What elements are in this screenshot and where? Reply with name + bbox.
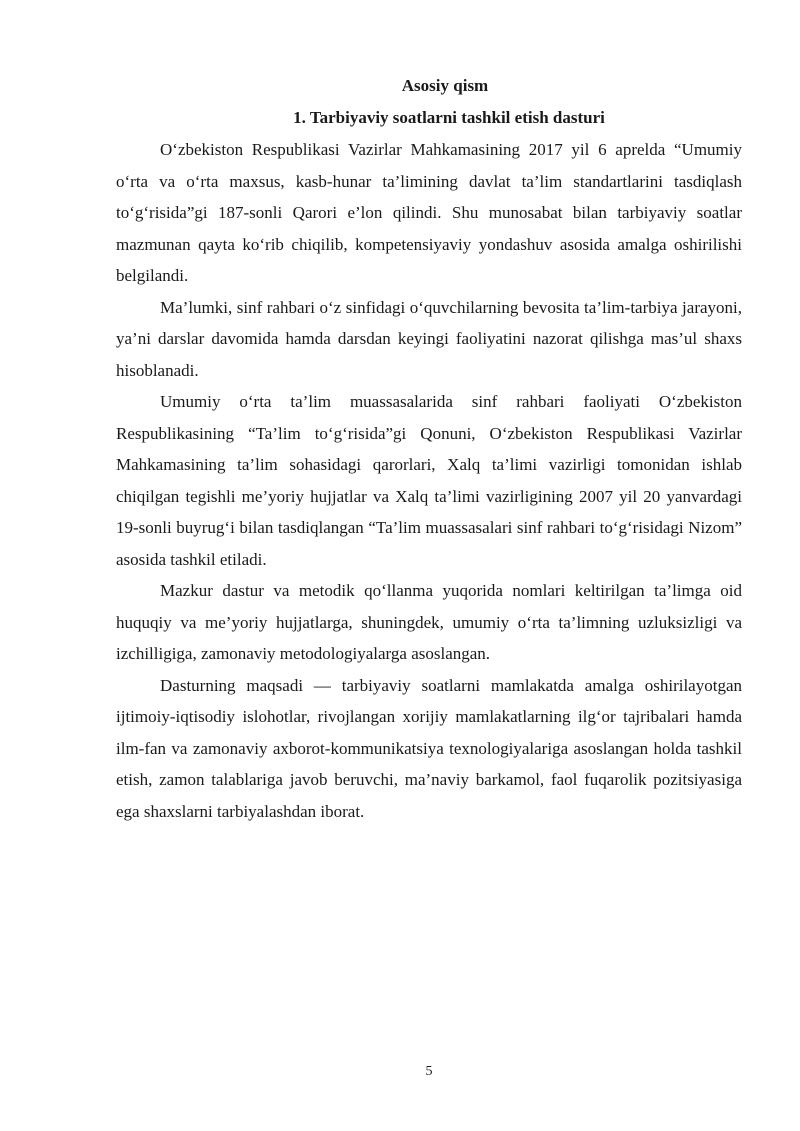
paragraph-4: Mazkur dastur va metodik qo‘llanma yuqorida nomlari keltirilgan ta’limga oid huquqiy va me’yoriy hujjatlarga, shuningdek, umumiy o‘rta ta’limning uzluksizligi va izchilligiga, zamonaviy metodologiyalarga asoslangan. bbox=[116, 581, 742, 663]
paragraph-2: Ma’lumki, sinf rahbari o‘z sinfidagi o‘quvchilarning bevosita ta’lim-tarbiya jarayoni, ya’ni darslar davomida hamda darsdan keyingi faoliyatini nazorat qilishga mas’ul shaxs hisoblanadi. bbox=[116, 297, 742, 380]
main-heading: Asosiy qism bbox=[401, 76, 489, 95]
paragraph-3: Umumiy o‘rta ta’lim muassasalarida sinf rahbari faoliyati O‘zbekiston Respublikasining “Ta’lim to‘g‘risida”gi Qonuni, O‘zbekiston Respublikasi Vazirlar Mahkamasining ta’lim sohasidagi qarorlari, Xalq ta’limi vazirligi tomonidan ishlab chiqilgan tegishli me’yoriy hujjatlar va Xalq ta’limi vazirligining 2007 yil 20 yanvardagi 19-sonli buyrug‘i bilan tasdiqlangan “Ta’lim muassasalari sinf rahbari to‘g‘risidagi Nizom” asosida tashkil etiladi. bbox=[116, 392, 742, 569]
section-heading: 1. Tarbiyaviy soatlarni tashkil etish dasturi bbox=[293, 108, 605, 127]
page-number: 5 bbox=[425, 1064, 433, 1079]
paragraph-1: O‘zbekiston Respublikasi Vazirlar Mahkamasining 2017 yil 6 aprelda “Umumiy o‘rta va o‘rta maxsus, kasb-hunar ta’limining davlat ta’lim standartlarini tasdiqlash to‘g‘risida”gi 187-sonli Qarori e’lon qilindi. Shu munosabat bilan tarbiyaviy soatlar mazmunan qayta ko‘rib chiqilib, kompetensiyaviy yondashuv asosida amalga oshirilishi belgilandi. bbox=[116, 140, 742, 285]
paragraph-5: Dasturning maqsadi — tarbiyaviy soatlarni mamlakatda amalga oshirilayotgan ijtimoiy-iqtisodiy islohotlar, rivojlangan xorijiy mamlakatlarning ilg‘or tajribalari hamda ilm-fan va zamonaviy axborot-kommunikatsiya texnologiyalariga asoslangan holda tashkil etish, zamon talablariga javob beruvchi, ma’naviy barkamol, faol fuqarolik pozitsiyasiga ega shaxslarni tarbiyalashdan iborat. bbox=[116, 675, 742, 821]
document-page bbox=[116, 70, 742, 827]
